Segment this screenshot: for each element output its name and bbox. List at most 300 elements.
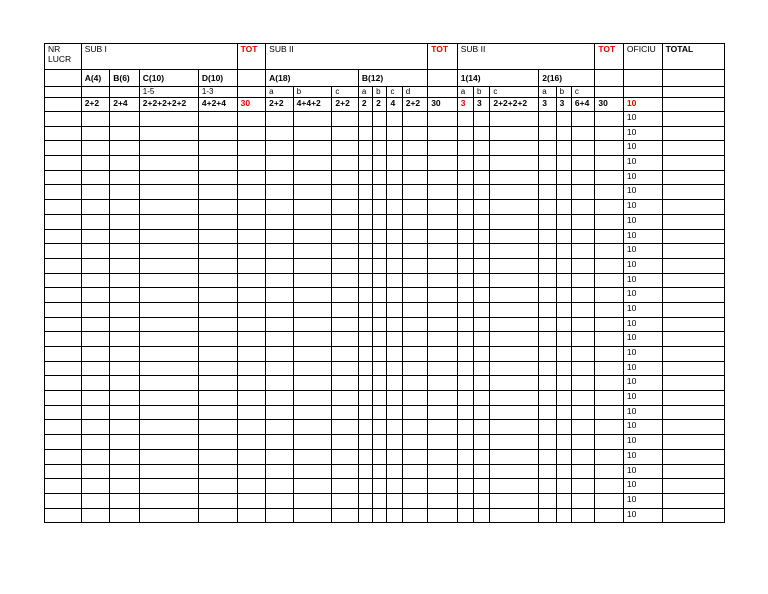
score-cell[interactable] bbox=[110, 170, 140, 185]
score-cell[interactable] bbox=[358, 405, 372, 420]
score-cell[interactable] bbox=[662, 508, 724, 523]
score-cell[interactable] bbox=[402, 464, 427, 479]
score-cell[interactable] bbox=[428, 464, 458, 479]
score-cell[interactable] bbox=[474, 200, 490, 215]
score-cell[interactable] bbox=[358, 391, 372, 406]
score-cell[interactable] bbox=[45, 405, 82, 420]
score-cell[interactable] bbox=[266, 361, 294, 376]
score-cell[interactable] bbox=[539, 229, 556, 244]
score-cell[interactable] bbox=[490, 435, 539, 450]
score-cell[interactable] bbox=[402, 112, 427, 127]
score-cell[interactable] bbox=[662, 244, 724, 259]
score-cell[interactable] bbox=[571, 508, 595, 523]
score-cell[interactable] bbox=[474, 126, 490, 141]
score-cell[interactable] bbox=[81, 317, 110, 332]
score-cell[interactable] bbox=[293, 420, 332, 435]
score-cell[interactable] bbox=[110, 112, 140, 127]
score-cell[interactable] bbox=[428, 449, 458, 464]
score-cell[interactable] bbox=[373, 391, 387, 406]
score-cell[interactable] bbox=[428, 273, 458, 288]
score-cell[interactable] bbox=[358, 464, 372, 479]
score-cell[interactable] bbox=[373, 156, 387, 171]
score-cell[interactable] bbox=[571, 391, 595, 406]
score-cell[interactable] bbox=[237, 464, 266, 479]
score-cell[interactable] bbox=[198, 361, 237, 376]
score-cell[interactable] bbox=[490, 156, 539, 171]
score-cell[interactable] bbox=[81, 141, 110, 156]
score-cell[interactable] bbox=[198, 229, 237, 244]
score-cell[interactable] bbox=[332, 273, 359, 288]
score-cell[interactable] bbox=[139, 229, 198, 244]
score-cell[interactable] bbox=[139, 347, 198, 362]
score-cell[interactable] bbox=[474, 302, 490, 317]
score-cell[interactable] bbox=[490, 112, 539, 127]
score-cell[interactable] bbox=[373, 317, 387, 332]
score-cell[interactable] bbox=[457, 141, 473, 156]
score-cell[interactable] bbox=[474, 244, 490, 259]
score-cell[interactable] bbox=[81, 273, 110, 288]
score-cell[interactable] bbox=[45, 156, 82, 171]
score-cell[interactable] bbox=[402, 200, 427, 215]
score-cell[interactable] bbox=[237, 317, 266, 332]
score-cell[interactable] bbox=[293, 479, 332, 494]
score-cell[interactable] bbox=[198, 464, 237, 479]
score-cell[interactable] bbox=[556, 361, 571, 376]
score-cell[interactable] bbox=[387, 244, 402, 259]
score-cell[interactable] bbox=[358, 229, 372, 244]
score-cell[interactable] bbox=[387, 332, 402, 347]
score-cell[interactable] bbox=[266, 405, 294, 420]
score-cell[interactable] bbox=[237, 112, 266, 127]
score-cell[interactable] bbox=[266, 170, 294, 185]
score-cell[interactable] bbox=[387, 112, 402, 127]
score-cell[interactable] bbox=[662, 479, 724, 494]
score-cell[interactable] bbox=[402, 435, 427, 450]
score-cell[interactable] bbox=[266, 302, 294, 317]
score-cell[interactable] bbox=[662, 435, 724, 450]
score-cell[interactable] bbox=[110, 258, 140, 273]
score-cell[interactable] bbox=[332, 302, 359, 317]
score-cell[interactable] bbox=[490, 214, 539, 229]
score-cell[interactable] bbox=[237, 229, 266, 244]
score-cell[interactable] bbox=[81, 493, 110, 508]
score-cell[interactable] bbox=[139, 288, 198, 303]
score-cell[interactable] bbox=[662, 214, 724, 229]
score-cell[interactable] bbox=[81, 420, 110, 435]
score-cell[interactable] bbox=[358, 185, 372, 200]
score-cell[interactable] bbox=[237, 435, 266, 450]
score-cell[interactable] bbox=[428, 229, 458, 244]
score-cell[interactable] bbox=[139, 185, 198, 200]
score-cell[interactable] bbox=[45, 347, 82, 362]
score-cell[interactable] bbox=[474, 214, 490, 229]
score-cell[interactable] bbox=[332, 405, 359, 420]
score-cell[interactable] bbox=[662, 493, 724, 508]
score-cell[interactable] bbox=[198, 332, 237, 347]
score-cell[interactable] bbox=[387, 391, 402, 406]
score-cell[interactable] bbox=[332, 376, 359, 391]
score-cell[interactable] bbox=[358, 126, 372, 141]
score-cell[interactable] bbox=[571, 376, 595, 391]
score-cell[interactable] bbox=[358, 317, 372, 332]
score-cell[interactable] bbox=[45, 332, 82, 347]
score-cell[interactable] bbox=[571, 493, 595, 508]
score-cell[interactable] bbox=[266, 112, 294, 127]
score-cell[interactable] bbox=[266, 214, 294, 229]
score-cell[interactable] bbox=[266, 288, 294, 303]
score-cell[interactable] bbox=[662, 258, 724, 273]
score-cell[interactable] bbox=[474, 479, 490, 494]
score-cell[interactable] bbox=[457, 229, 473, 244]
score-cell[interactable] bbox=[539, 420, 556, 435]
score-cell[interactable] bbox=[457, 449, 473, 464]
score-cell[interactable] bbox=[237, 200, 266, 215]
score-cell[interactable] bbox=[387, 493, 402, 508]
score-cell[interactable] bbox=[110, 185, 140, 200]
score-cell[interactable] bbox=[387, 464, 402, 479]
score-cell[interactable] bbox=[332, 200, 359, 215]
score-cell[interactable] bbox=[402, 141, 427, 156]
score-cell[interactable] bbox=[358, 258, 372, 273]
score-cell[interactable] bbox=[332, 288, 359, 303]
score-cell[interactable] bbox=[373, 464, 387, 479]
score-cell[interactable] bbox=[556, 258, 571, 273]
score-cell[interactable] bbox=[595, 449, 624, 464]
score-cell[interactable] bbox=[237, 376, 266, 391]
score-cell[interactable] bbox=[402, 258, 427, 273]
score-cell[interactable] bbox=[358, 449, 372, 464]
score-cell[interactable] bbox=[198, 126, 237, 141]
score-cell[interactable] bbox=[45, 464, 82, 479]
score-cell[interactable] bbox=[293, 200, 332, 215]
score-cell[interactable] bbox=[571, 464, 595, 479]
score-cell[interactable] bbox=[332, 112, 359, 127]
score-cell[interactable] bbox=[293, 258, 332, 273]
score-cell[interactable] bbox=[539, 317, 556, 332]
score-cell[interactable] bbox=[556, 317, 571, 332]
score-cell[interactable] bbox=[490, 332, 539, 347]
score-cell[interactable] bbox=[293, 508, 332, 523]
score-cell[interactable] bbox=[556, 200, 571, 215]
score-cell[interactable] bbox=[457, 214, 473, 229]
score-cell[interactable] bbox=[428, 302, 458, 317]
score-cell[interactable] bbox=[358, 156, 372, 171]
score-cell[interactable] bbox=[198, 258, 237, 273]
score-cell[interactable] bbox=[81, 126, 110, 141]
score-cell[interactable] bbox=[45, 141, 82, 156]
score-cell[interactable] bbox=[81, 112, 110, 127]
score-cell[interactable] bbox=[428, 420, 458, 435]
score-cell[interactable] bbox=[490, 185, 539, 200]
score-cell[interactable] bbox=[139, 112, 198, 127]
score-cell[interactable] bbox=[198, 449, 237, 464]
score-cell[interactable] bbox=[595, 332, 624, 347]
score-cell[interactable] bbox=[198, 420, 237, 435]
score-cell[interactable] bbox=[428, 493, 458, 508]
score-cell[interactable] bbox=[474, 376, 490, 391]
score-cell[interactable] bbox=[237, 141, 266, 156]
score-cell[interactable] bbox=[110, 214, 140, 229]
score-cell[interactable] bbox=[595, 435, 624, 450]
score-cell[interactable] bbox=[293, 244, 332, 259]
score-cell[interactable] bbox=[358, 479, 372, 494]
score-cell[interactable] bbox=[45, 493, 82, 508]
score-cell[interactable] bbox=[293, 449, 332, 464]
score-cell[interactable] bbox=[387, 420, 402, 435]
score-cell[interactable] bbox=[293, 376, 332, 391]
score-cell[interactable] bbox=[457, 420, 473, 435]
score-cell[interactable] bbox=[387, 170, 402, 185]
score-cell[interactable] bbox=[595, 126, 624, 141]
score-cell[interactable] bbox=[81, 170, 110, 185]
score-cell[interactable] bbox=[266, 449, 294, 464]
score-cell[interactable] bbox=[595, 361, 624, 376]
score-cell[interactable] bbox=[332, 464, 359, 479]
score-cell[interactable] bbox=[556, 244, 571, 259]
score-cell[interactable] bbox=[237, 493, 266, 508]
score-cell[interactable] bbox=[595, 479, 624, 494]
score-cell[interactable] bbox=[662, 420, 724, 435]
score-cell[interactable] bbox=[332, 332, 359, 347]
score-cell[interactable] bbox=[539, 361, 556, 376]
score-cell[interactable] bbox=[457, 493, 473, 508]
score-cell[interactable] bbox=[571, 112, 595, 127]
score-cell[interactable] bbox=[266, 126, 294, 141]
score-cell[interactable] bbox=[237, 405, 266, 420]
score-cell[interactable] bbox=[198, 493, 237, 508]
score-cell[interactable] bbox=[474, 391, 490, 406]
score-cell[interactable] bbox=[387, 141, 402, 156]
score-cell[interactable] bbox=[373, 405, 387, 420]
score-cell[interactable] bbox=[490, 170, 539, 185]
score-cell[interactable] bbox=[556, 493, 571, 508]
score-cell[interactable] bbox=[474, 420, 490, 435]
score-cell[interactable] bbox=[139, 302, 198, 317]
score-cell[interactable] bbox=[571, 435, 595, 450]
score-cell[interactable] bbox=[110, 126, 140, 141]
score-cell[interactable] bbox=[556, 449, 571, 464]
score-cell[interactable] bbox=[139, 479, 198, 494]
score-cell[interactable] bbox=[45, 200, 82, 215]
score-cell[interactable] bbox=[237, 302, 266, 317]
score-cell[interactable] bbox=[387, 200, 402, 215]
score-cell[interactable] bbox=[81, 214, 110, 229]
score-cell[interactable] bbox=[45, 479, 82, 494]
score-cell[interactable] bbox=[556, 508, 571, 523]
score-cell[interactable] bbox=[556, 273, 571, 288]
score-cell[interactable] bbox=[662, 126, 724, 141]
score-cell[interactable] bbox=[457, 185, 473, 200]
score-cell[interactable] bbox=[539, 435, 556, 450]
score-cell[interactable] bbox=[293, 156, 332, 171]
score-cell[interactable] bbox=[556, 126, 571, 141]
score-cell[interactable] bbox=[571, 347, 595, 362]
score-cell[interactable] bbox=[402, 244, 427, 259]
score-cell[interactable] bbox=[595, 420, 624, 435]
score-cell[interactable] bbox=[237, 449, 266, 464]
score-cell[interactable] bbox=[662, 376, 724, 391]
score-cell[interactable] bbox=[539, 214, 556, 229]
score-cell[interactable] bbox=[198, 435, 237, 450]
score-cell[interactable] bbox=[110, 449, 140, 464]
score-cell[interactable] bbox=[556, 479, 571, 494]
score-cell[interactable] bbox=[110, 288, 140, 303]
score-cell[interactable] bbox=[198, 391, 237, 406]
score-cell[interactable] bbox=[571, 479, 595, 494]
score-cell[interactable] bbox=[237, 347, 266, 362]
score-cell[interactable] bbox=[373, 347, 387, 362]
score-cell[interactable] bbox=[198, 170, 237, 185]
score-cell[interactable] bbox=[571, 229, 595, 244]
score-cell[interactable] bbox=[373, 244, 387, 259]
score-cell[interactable] bbox=[387, 317, 402, 332]
score-cell[interactable] bbox=[662, 302, 724, 317]
score-cell[interactable] bbox=[595, 156, 624, 171]
score-cell[interactable] bbox=[358, 214, 372, 229]
score-cell[interactable] bbox=[266, 391, 294, 406]
score-cell[interactable] bbox=[556, 302, 571, 317]
score-cell[interactable] bbox=[81, 185, 110, 200]
score-cell[interactable] bbox=[293, 317, 332, 332]
score-cell[interactable] bbox=[402, 493, 427, 508]
score-cell[interactable] bbox=[595, 170, 624, 185]
score-cell[interactable] bbox=[373, 185, 387, 200]
score-cell[interactable] bbox=[237, 126, 266, 141]
score-cell[interactable] bbox=[332, 508, 359, 523]
score-cell[interactable] bbox=[237, 170, 266, 185]
score-cell[interactable] bbox=[139, 420, 198, 435]
score-cell[interactable] bbox=[428, 244, 458, 259]
score-cell[interactable] bbox=[595, 258, 624, 273]
score-cell[interactable] bbox=[332, 141, 359, 156]
score-cell[interactable] bbox=[266, 229, 294, 244]
score-cell[interactable] bbox=[595, 273, 624, 288]
score-cell[interactable] bbox=[81, 156, 110, 171]
score-cell[interactable] bbox=[539, 347, 556, 362]
score-cell[interactable] bbox=[45, 214, 82, 229]
score-cell[interactable] bbox=[332, 361, 359, 376]
score-cell[interactable] bbox=[332, 126, 359, 141]
score-cell[interactable] bbox=[387, 214, 402, 229]
score-cell[interactable] bbox=[81, 258, 110, 273]
score-cell[interactable] bbox=[237, 185, 266, 200]
score-cell[interactable] bbox=[293, 493, 332, 508]
score-cell[interactable] bbox=[556, 347, 571, 362]
score-cell[interactable] bbox=[237, 273, 266, 288]
score-cell[interactable] bbox=[373, 479, 387, 494]
score-cell[interactable] bbox=[266, 317, 294, 332]
score-cell[interactable] bbox=[81, 435, 110, 450]
score-cell[interactable] bbox=[662, 361, 724, 376]
score-cell[interactable] bbox=[139, 449, 198, 464]
score-cell[interactable] bbox=[266, 479, 294, 494]
score-cell[interactable] bbox=[457, 288, 473, 303]
score-cell[interactable] bbox=[81, 347, 110, 362]
score-cell[interactable] bbox=[490, 449, 539, 464]
score-cell[interactable] bbox=[539, 273, 556, 288]
score-cell[interactable] bbox=[490, 376, 539, 391]
score-cell[interactable] bbox=[539, 376, 556, 391]
score-cell[interactable] bbox=[387, 376, 402, 391]
score-cell[interactable] bbox=[358, 112, 372, 127]
score-cell[interactable] bbox=[556, 156, 571, 171]
score-cell[interactable] bbox=[358, 376, 372, 391]
score-cell[interactable] bbox=[81, 376, 110, 391]
score-cell[interactable] bbox=[373, 493, 387, 508]
score-cell[interactable] bbox=[457, 391, 473, 406]
score-cell[interactable] bbox=[237, 391, 266, 406]
score-cell[interactable] bbox=[428, 112, 458, 127]
score-cell[interactable] bbox=[474, 185, 490, 200]
score-cell[interactable] bbox=[402, 391, 427, 406]
score-cell[interactable] bbox=[81, 229, 110, 244]
score-cell[interactable] bbox=[539, 126, 556, 141]
score-cell[interactable] bbox=[110, 508, 140, 523]
score-cell[interactable] bbox=[373, 170, 387, 185]
score-cell[interactable] bbox=[556, 112, 571, 127]
score-cell[interactable] bbox=[402, 361, 427, 376]
score-cell[interactable] bbox=[571, 302, 595, 317]
score-cell[interactable] bbox=[402, 479, 427, 494]
score-cell[interactable] bbox=[457, 200, 473, 215]
score-cell[interactable] bbox=[358, 141, 372, 156]
score-cell[interactable] bbox=[474, 449, 490, 464]
score-cell[interactable] bbox=[139, 332, 198, 347]
score-cell[interactable] bbox=[266, 435, 294, 450]
score-cell[interactable] bbox=[457, 302, 473, 317]
score-cell[interactable] bbox=[198, 185, 237, 200]
score-cell[interactable] bbox=[428, 347, 458, 362]
score-cell[interactable] bbox=[402, 273, 427, 288]
score-cell[interactable] bbox=[595, 244, 624, 259]
score-cell[interactable] bbox=[332, 229, 359, 244]
score-cell[interactable] bbox=[139, 405, 198, 420]
score-cell[interactable] bbox=[139, 361, 198, 376]
score-cell[interactable] bbox=[387, 302, 402, 317]
score-cell[interactable] bbox=[373, 435, 387, 450]
score-cell[interactable] bbox=[237, 361, 266, 376]
score-cell[interactable] bbox=[293, 332, 332, 347]
score-cell[interactable] bbox=[358, 435, 372, 450]
score-cell[interactable] bbox=[81, 361, 110, 376]
score-cell[interactable] bbox=[556, 141, 571, 156]
score-cell[interactable] bbox=[387, 508, 402, 523]
score-cell[interactable] bbox=[662, 156, 724, 171]
score-cell[interactable] bbox=[198, 112, 237, 127]
score-cell[interactable] bbox=[490, 200, 539, 215]
score-cell[interactable] bbox=[595, 464, 624, 479]
score-cell[interactable] bbox=[266, 347, 294, 362]
score-cell[interactable] bbox=[237, 258, 266, 273]
score-cell[interactable] bbox=[110, 229, 140, 244]
score-cell[interactable] bbox=[474, 141, 490, 156]
score-cell[interactable] bbox=[387, 347, 402, 362]
score-cell[interactable] bbox=[110, 317, 140, 332]
score-cell[interactable] bbox=[595, 229, 624, 244]
score-cell[interactable] bbox=[474, 229, 490, 244]
score-cell[interactable] bbox=[539, 185, 556, 200]
score-cell[interactable] bbox=[81, 405, 110, 420]
score-cell[interactable] bbox=[293, 170, 332, 185]
score-cell[interactable] bbox=[490, 508, 539, 523]
score-cell[interactable] bbox=[457, 376, 473, 391]
score-cell[interactable] bbox=[662, 449, 724, 464]
score-cell[interactable] bbox=[556, 376, 571, 391]
score-cell[interactable] bbox=[266, 420, 294, 435]
score-cell[interactable] bbox=[358, 302, 372, 317]
score-cell[interactable] bbox=[358, 288, 372, 303]
score-cell[interactable] bbox=[293, 273, 332, 288]
